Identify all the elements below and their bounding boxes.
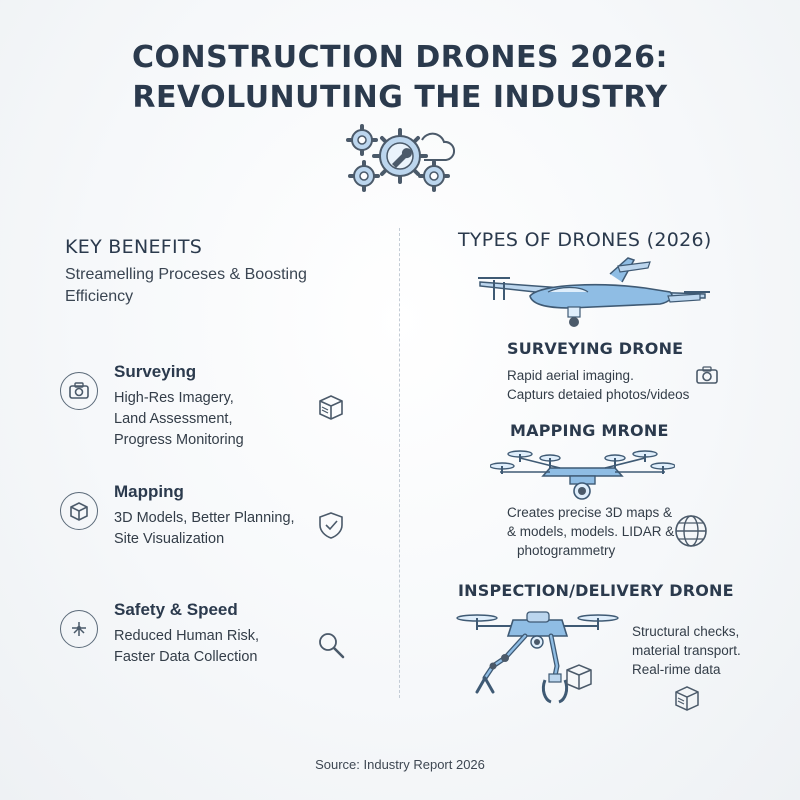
title-line-1: CONSTRUCTION DRONES 2026: (131, 40, 668, 75)
drone-desc-line: Structural checks, (632, 624, 740, 639)
gears-wrench-cloud-icon (340, 118, 460, 198)
box-icon (316, 392, 346, 422)
benefit-line: Site Visualization (114, 531, 225, 547)
fixed-wing-drone-illustration (470, 252, 715, 332)
benefit-safety-speed (60, 600, 380, 670)
types-of-drones-heading: TYPES OF DRONES (2026) (458, 229, 712, 251)
camera-icon (60, 372, 98, 410)
benefit-line: Progress Monitoring (114, 432, 244, 448)
benefit-line: Reduced Human Risk, (114, 628, 260, 644)
benefit-description (114, 508, 334, 550)
globe-icon (673, 513, 709, 549)
benefit-title: Surveying (114, 362, 197, 381)
magnifier-icon (316, 630, 346, 660)
drone-description (632, 622, 741, 679)
drone-description (507, 366, 689, 404)
page-title (0, 38, 800, 118)
drone-description (507, 503, 674, 560)
box-icon (672, 683, 702, 713)
benefit-mapping (60, 482, 380, 552)
benefit-line: Faster Data Collection (114, 649, 258, 665)
column-divider (399, 228, 400, 698)
benefit-line: High-Res Imagery, (114, 390, 234, 406)
source-note: Source: Industry Report 2026 (315, 757, 485, 772)
key-benefits-heading: KEY BENEFITS (65, 236, 203, 258)
key-benefits-subtitle: Streamelling Proceses & Boosting Efficiency (65, 266, 307, 305)
drone-name: INSPECTION/DELIVERY DRONE (458, 581, 734, 600)
package-icon (563, 660, 595, 692)
benefit-title: Mapping (114, 482, 184, 501)
benefit-title: Safety & Speed (114, 600, 238, 619)
hexacopter-drone-illustration (490, 446, 675, 502)
drone-icon (60, 610, 98, 648)
drone-desc-line: Real-rime data (632, 662, 721, 677)
benefit-description (114, 626, 314, 668)
drone-name: SURVEYING DRONE (507, 339, 684, 358)
camera-icon (695, 364, 719, 386)
benefit-description (114, 388, 314, 451)
drone-desc-line: Creates precise 3D maps & (507, 505, 673, 520)
benefit-line: Land Assessment, (114, 411, 233, 427)
drone-desc-line: & models, models. LIDAR & (507, 524, 675, 539)
benefit-surveying (60, 362, 380, 448)
drone-desc-line: Capturs detaied photos/videos (507, 387, 690, 402)
drone-desc-line: photogrammetry (517, 543, 616, 558)
drone-name: MAPPING MRONE (510, 421, 669, 440)
quadcopter-claw-drone-illustration (455, 608, 620, 710)
drone-desc-line: material transport. (632, 643, 741, 658)
cube-icon (60, 492, 98, 530)
benefit-line: 3D Models, Better Planning, (114, 510, 295, 526)
drone-desc-line: Rapid aerial imaging. (507, 368, 634, 383)
title-line-2: REVOLUNUTING THE INDUSTRY (132, 80, 668, 115)
shield-icon (316, 510, 346, 540)
